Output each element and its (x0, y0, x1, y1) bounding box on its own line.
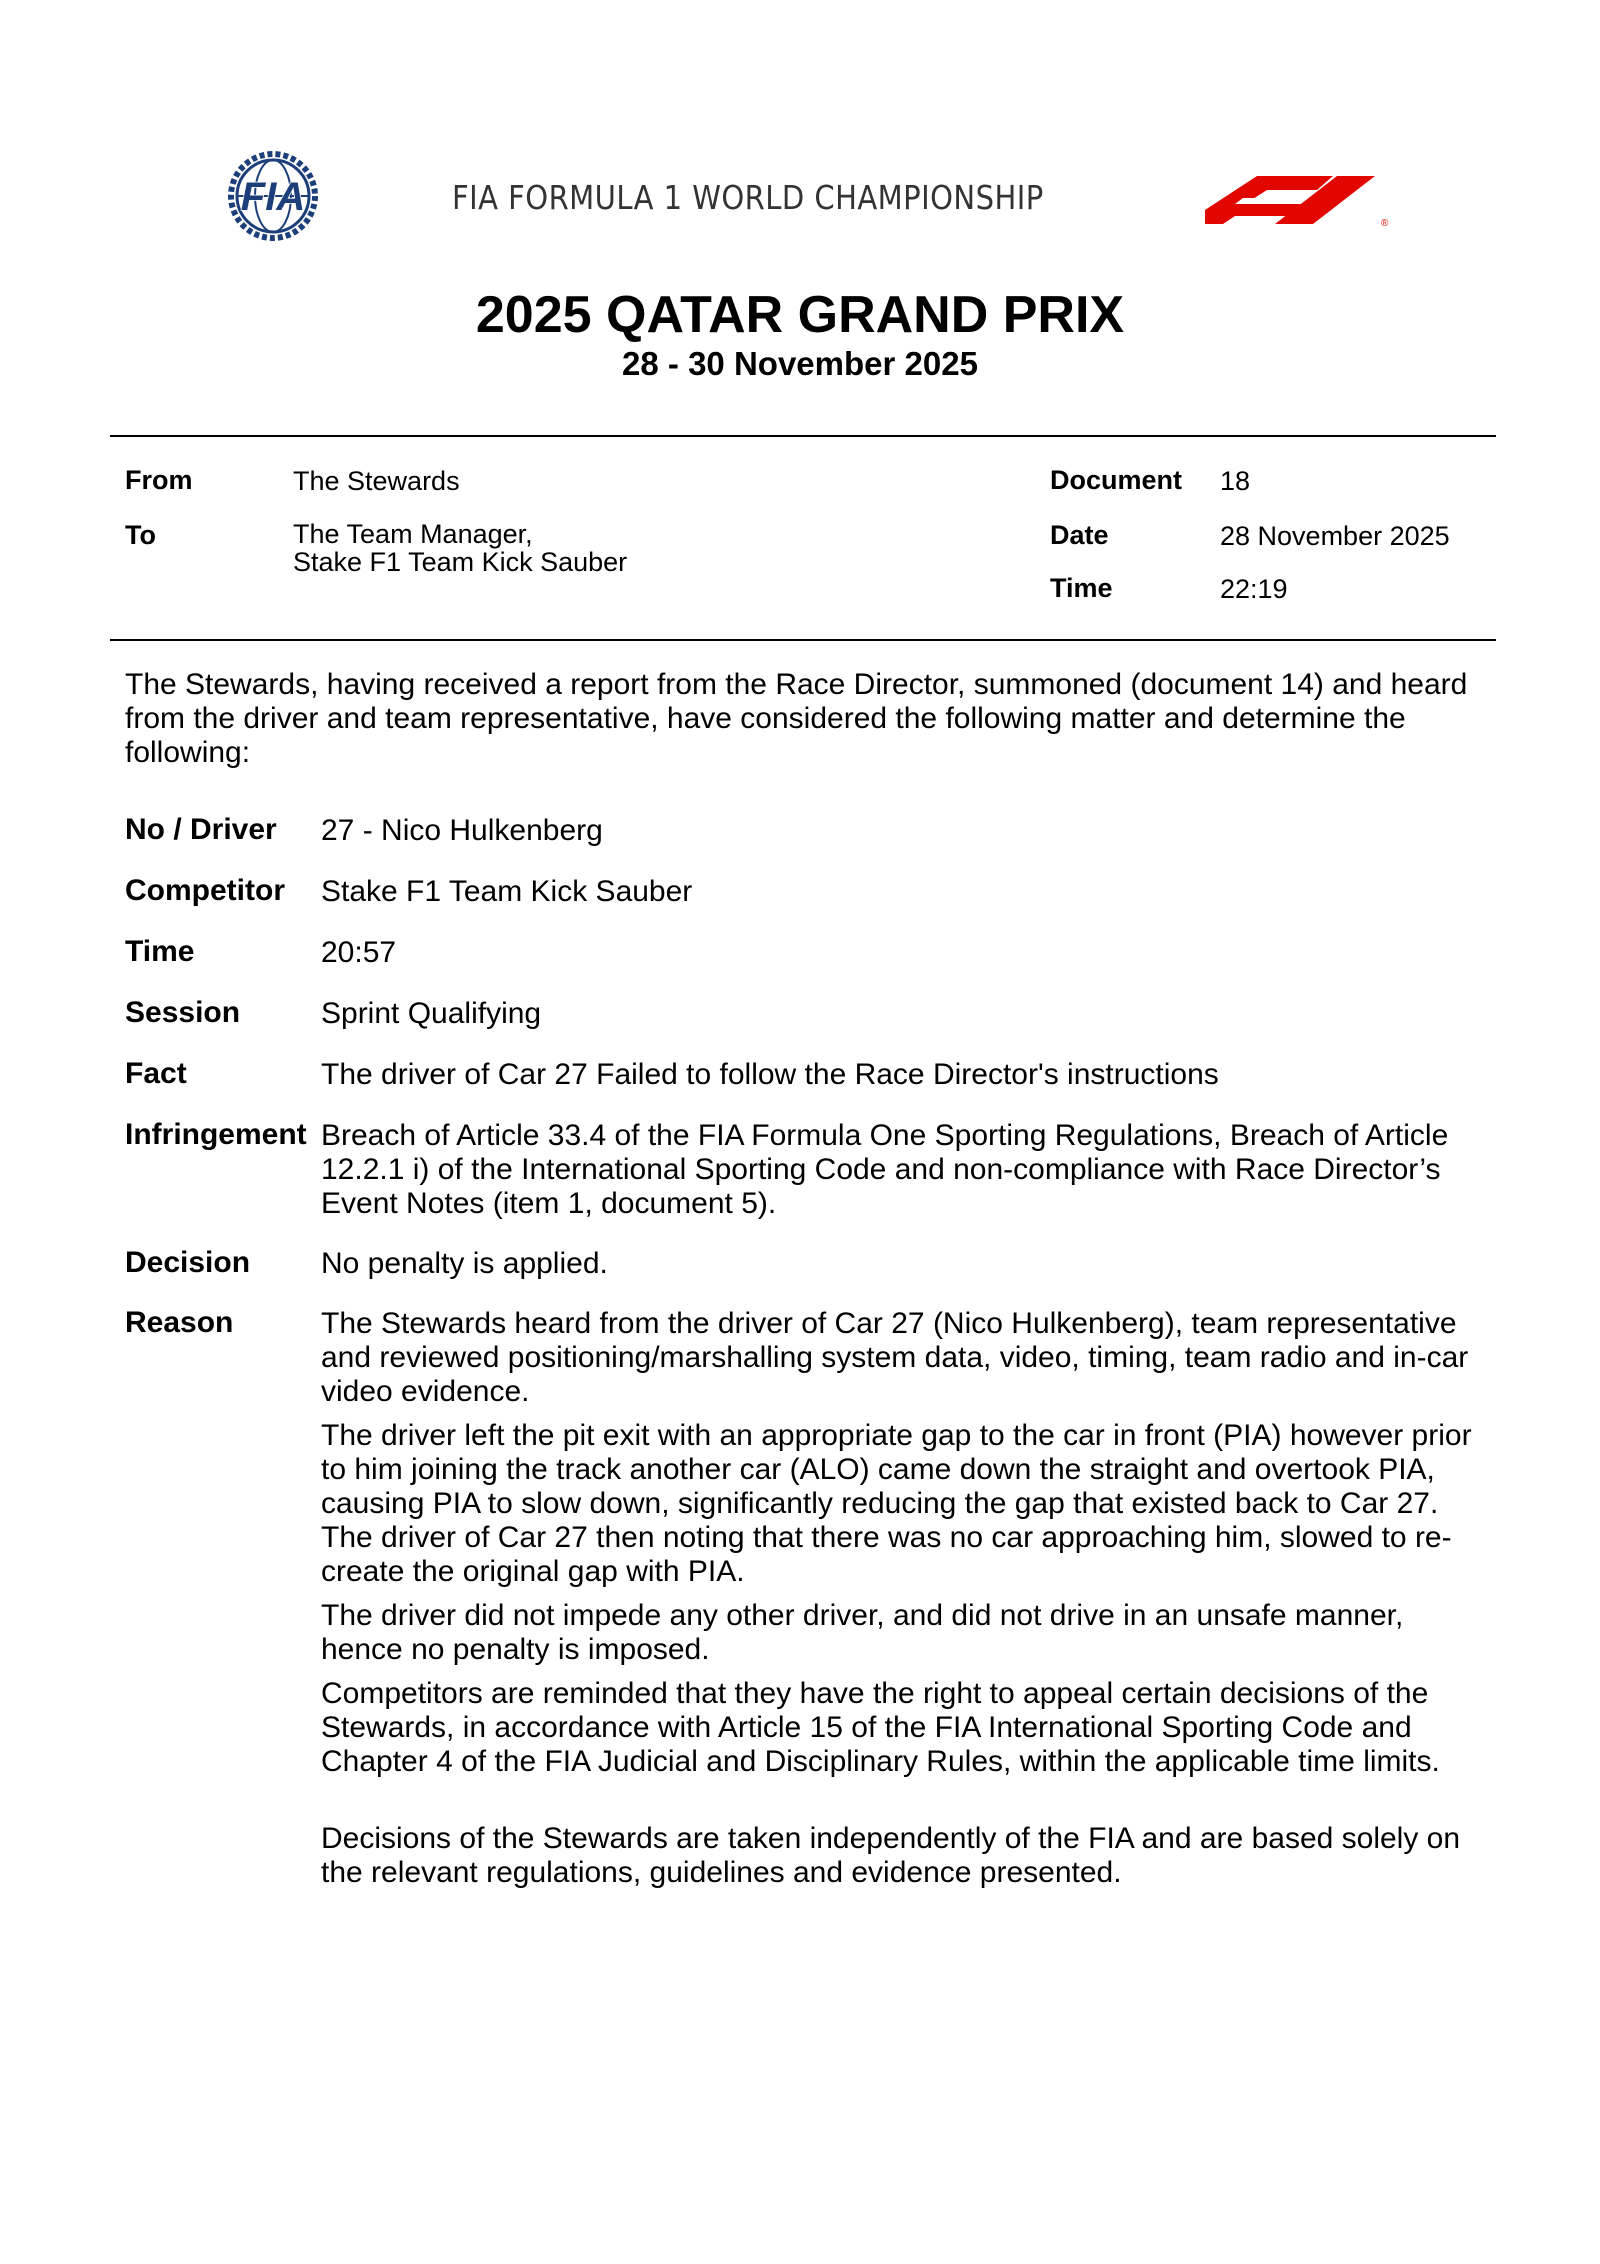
from-value: The Stewards (293, 466, 460, 496)
reason-paragraph-4: Competitors are reminded that they have the right to appeal certain decisions of the Stewards, in accordance with Article 15 of the FIA International Sporting Code and Chapter 4 of the FIA Judicial and Disciplinary Rules, within the applicable time limits. (321, 1677, 1440, 1778)
infringement-label: Infringement (125, 1118, 307, 1151)
reason-label: Reason (125, 1306, 234, 1339)
race-dates: 28 - 30 November 2025 (622, 345, 978, 382)
fia-logo (205, 150, 341, 242)
decision-label: Decision (125, 1246, 251, 1279)
svg-text:®: ® (1381, 218, 1389, 229)
reason-paragraph-2: The driver left the pit exit with an appropriate gap to the car in front (PIA) however prior to him joining the track another car (ALO) came down the straight and overtook PIA, causing PIA to slow down, significantly reducing the gap that existed back to Car 27. The driver of Car 27 then noting that there was no car approaching him, slowed to re-create the original gap with PIA. (321, 1419, 1472, 1588)
session-value: Sprint Qualifying (321, 997, 542, 1030)
closing-statement: Decisions of the Stewards are taken independently of the FIA and are based solely on the relevant regulations, guidelines and evidence presented. (321, 1822, 1461, 1889)
to-label: To (125, 520, 156, 550)
fact-value: The driver of Car 27 Failed to follow the Race Director's instructions (321, 1058, 1219, 1091)
document-label: Document (1050, 465, 1183, 495)
to-value-line1: The Team Manager, (293, 519, 533, 549)
svg-text:FIA: FIA (240, 175, 306, 219)
session-label: Session (125, 996, 241, 1029)
incident-time-label: Time (125, 935, 195, 968)
date-value: 28 November 2025 (1220, 521, 1450, 551)
to-value-line2: Stake F1 Team Kick Sauber (293, 547, 628, 577)
document-value: 18 (1220, 466, 1251, 496)
divider-top (110, 435, 1496, 437)
fact-label: Fact (125, 1057, 187, 1090)
race-title: 2025 QATAR GRAND PRIX (475, 286, 1125, 344)
competitor-value: Stake F1 Team Kick Sauber (321, 875, 693, 908)
infringement-value: Breach of Article 33.4 of the FIA Formula One Sporting Regulations, Breach of Article 12.2.1 i) of the International Sporting Code and non-compliance with Race Director’s Event Notes (item 1, document 5). (321, 1119, 1449, 1220)
date-label: Date (1050, 520, 1109, 550)
time-value: 22:19 (1220, 574, 1288, 604)
from-label: From (125, 465, 193, 495)
divider-bottom (110, 639, 1496, 641)
championship-title: FIA FORMULA 1 WORLD CHAMPIONSHIP (452, 178, 1044, 217)
competitor-label: Competitor (125, 874, 285, 907)
driver-label: No / Driver (125, 813, 277, 846)
reason-text (321, 1307, 1481, 1789)
incident-time-value: 20:57 (321, 936, 397, 969)
driver-value: 27 - Nico Hulkenberg (321, 814, 603, 847)
reason-paragraph-3: The driver did not impede any other driver, and did not drive in an unsafe manner, hence no penalty is imposed. (321, 1599, 1404, 1666)
f1-logo (1205, 168, 1405, 230)
intro-paragraph: The Stewards, having received a report from the Race Director, summoned (document 14) and heard from the driver and team representative, have considered the following matter and determine the following: (125, 668, 1468, 769)
reason-paragraph-1: The Stewards heard from the driver of Car 27 (Nico Hulkenberg), team representative and reviewed positioning/marshalling system data, video, timing, team radio and in-car video evidence. (321, 1307, 1469, 1408)
time-label: Time (1050, 573, 1113, 603)
decision-value: No penalty is applied. (321, 1247, 608, 1280)
